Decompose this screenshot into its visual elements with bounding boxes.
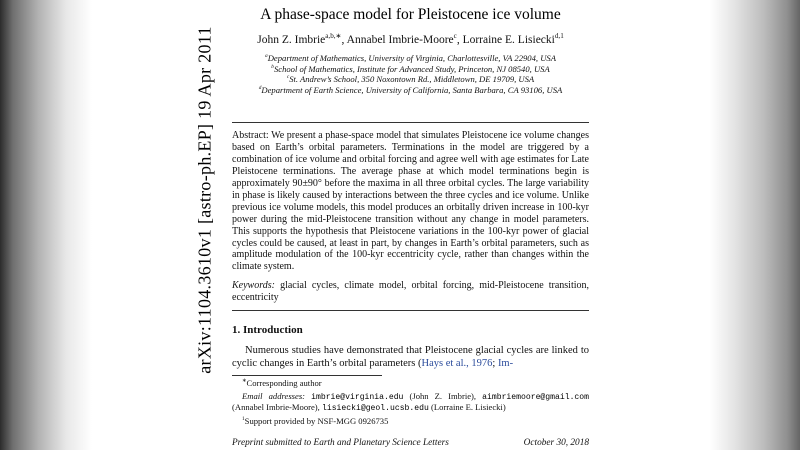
author-separator: ,: [456, 34, 463, 46]
abstract-bottom-rule: [232, 310, 589, 311]
footnote-emails: [232, 392, 589, 414]
abstract-label: Abstract:: [232, 130, 269, 142]
email-link-lisiecki[interactable]: lisiecki@geol.ucsb.edu: [321, 403, 429, 413]
footnote-support: [232, 417, 589, 427]
affiliation-line-d: [232, 85, 589, 96]
author-3-superscript: d,1: [554, 32, 564, 41]
affiliation-line-a: [232, 53, 589, 64]
citation-imbrie-link[interactable]: Im-: [497, 357, 514, 369]
email-link-imbrie[interactable]: imbrie@virginia.edu: [311, 392, 404, 402]
author-1-superscript: a,b,∗: [325, 32, 342, 41]
footnote-rule: [232, 375, 382, 376]
background-right-shade: [710, 0, 800, 450]
email-link-aimbriemoore[interactable]: aimbriemoore@gmail.com: [482, 392, 589, 402]
citation-hays-1976-link[interactable]: Hays et al., 1976: [421, 357, 493, 369]
footnote-corresponding-author: [232, 379, 589, 389]
background-left-shade: [0, 0, 92, 450]
keywords-text: glacial cycles, climate model, orbital forcing, mid-Pleistocene transition, eccentricity: [232, 280, 590, 304]
affiliation-text: St. Andrew’s School, 350 Noxontown Rd., Middletown, DE 19709, USA: [289, 74, 535, 85]
email-owner-2: (Annabel Imbrie-Moore),: [232, 401, 320, 412]
support-text: Support provided by NSF-MGG 0926735: [244, 415, 389, 426]
author-1: John Z. Imbrie: [257, 34, 326, 46]
asterisk-superscript: ∗: [242, 378, 247, 385]
keywords-paragraph: [232, 280, 589, 304]
affiliation-text: Department of Earth Science, University of California, Santa Barbara, CA 93106, USA: [261, 84, 563, 95]
arxiv-watermark: arXiv:1104.3610v1 [astro-ph.EP] 19 Apr 2011: [194, 26, 215, 374]
author-3: Lorraine E. Lisiecki: [462, 34, 555, 46]
paper-page: [92, 0, 710, 450]
preprint-footer: [232, 438, 589, 448]
introduction-paragraph: [232, 345, 589, 370]
author-separator: ,: [341, 34, 347, 46]
paper-content-column: [232, 0, 589, 450]
paper-title: A phase-space model for Pleistocene ice volume: [260, 6, 561, 23]
footer-journal-text: Preprint submitted to Earth and Planetary Science Letters: [232, 438, 449, 448]
affiliations: [232, 53, 589, 95]
affiliation-superscript: c: [286, 74, 290, 81]
affiliation-line-c: [232, 74, 589, 85]
abstract-paragraph: [232, 130, 589, 273]
citation-separator: ;: [492, 357, 498, 369]
author-line: [232, 34, 589, 46]
email-addresses-label: Email addresses:: [242, 390, 306, 401]
affiliation-line-b: [232, 64, 589, 75]
corresponding-author-text: Corresponding author: [246, 378, 322, 388]
email-owner-1: (John Z. Imbrie),: [409, 390, 477, 401]
footnote-block: [232, 375, 589, 427]
author-2: Annabel Imbrie-Moore: [346, 34, 454, 46]
affiliation-superscript: d: [258, 84, 262, 91]
footnote-1-superscript: 1: [242, 415, 245, 422]
abstract-text: We present a phase-space model that simulates Pleistocene ice volume changes based on Earth’s orbital parameters. Terminations in the model are triggered by a combination of ice volume and orbital forcing and agree well with age estimates for Late Pleistocene terminations. The average phase at which model terminations begin is approximately 90±90° before the maxima in all three orbital cycles. The large variability in phase is likely caused by interactions between the three cycles and ice volume. Unlike previous ice volume models, this model produces an orbitally driven increase in 100-kyr power during the mid-Pleistocene transition without any change in model parameters. This supports the hypothesis that Pleistocene variations in the 100-kyr power of glacial cycles could be caused, at least in part, by changes in Earth’s orbital parameters, such as amplitude modulation of the 100-kyr eccentricity cycle, rather than changes within the climate system.: [232, 130, 589, 273]
keywords-label: Keywords:: [232, 280, 275, 292]
affiliation-text: Department of Mathematics, University of Virginia, Charlottesville, VA 22904, USA: [267, 53, 556, 63]
email-owner-3: (Lorraine E. Lisiecki): [431, 401, 506, 412]
abstract-top-rule: [232, 122, 589, 123]
introduction-text: Numerous studies have demonstrated that Pleistocene glacial cycles are linked to cyclic changes in Earth’s orbital parameters (: [232, 345, 589, 369]
affiliation-text: School of Mathematics, Institute for Advanced Study, Princeton, NJ 08540, USA: [273, 63, 550, 74]
affiliation-superscript: b: [271, 63, 274, 70]
footer-date: October 30, 2018: [523, 438, 589, 448]
author-2-superscript: c: [453, 32, 457, 41]
section-heading-introduction: 1. Introduction: [232, 324, 303, 337]
affiliation-superscript: a: [265, 53, 268, 60]
